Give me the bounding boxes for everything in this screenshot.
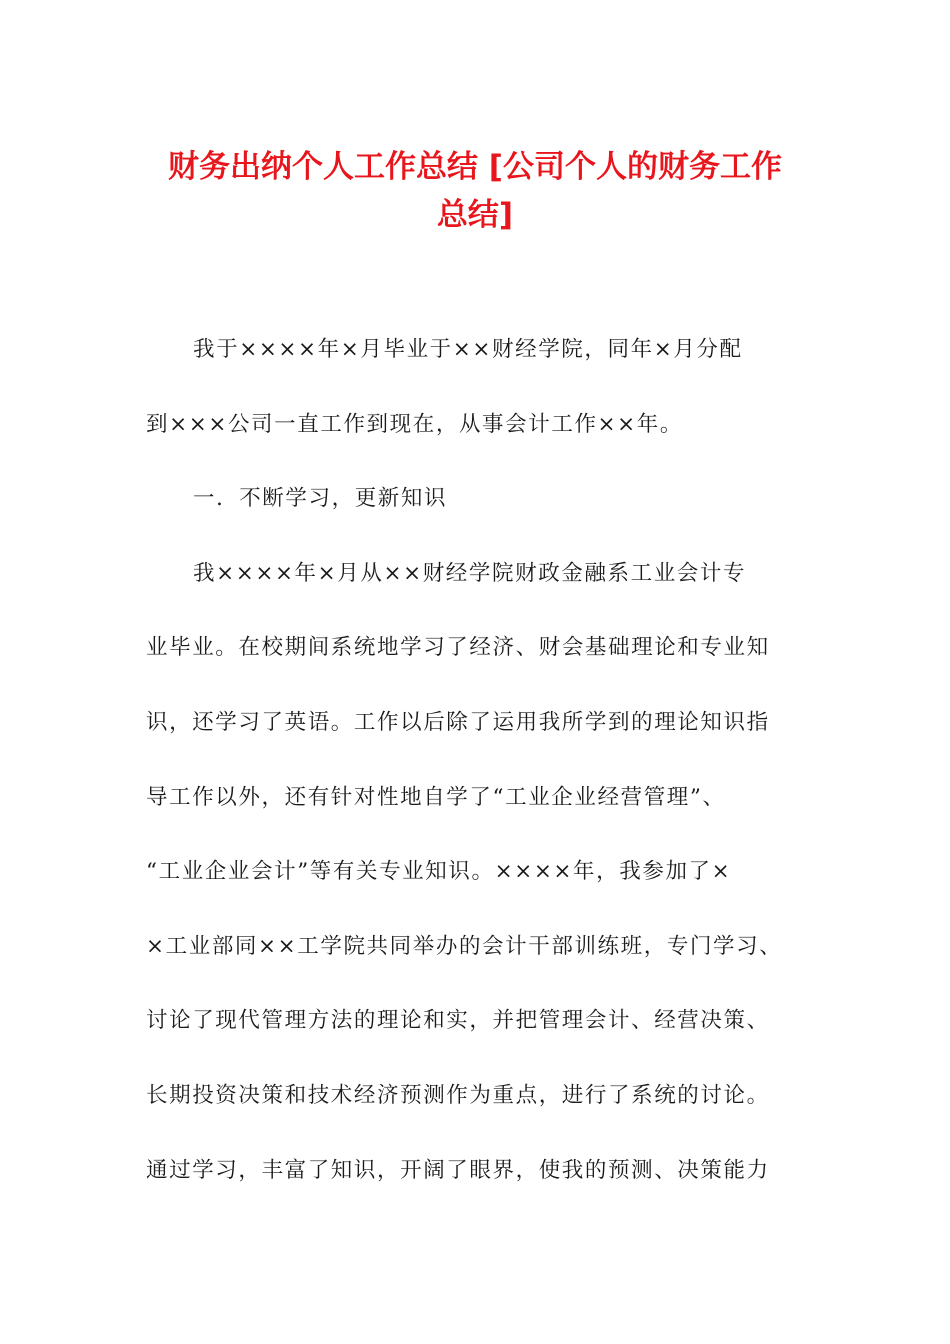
paragraph-line: “工业企业会计”等有关专业知识。××××年，我参加了× — [146, 859, 732, 885]
title-line-1: 财务出纳个人工作总结 [公司个人的财务工作 — [168, 149, 782, 185]
paragraph-line: 讨论了现代管理方法的理论和实，并把管理会计、经营决策、 — [146, 1008, 770, 1034]
paragraph-line: 长期投资决策和技术经济预测作为重点，进行了系统的讨论。 — [146, 1082, 770, 1108]
paragraph-line: 识，还学习了英语。工作以后除了运用我所学到的理论知识指 — [146, 709, 770, 735]
title-line-2: 总结] — [436, 197, 514, 233]
paragraph-line: 到×××公司一直工作到现在，从事会计工作××年。 — [146, 411, 683, 437]
paragraph-line: 通过学习，丰富了知识，开阔了眼界，使我的预测、决策能力 — [146, 1157, 770, 1183]
document-body — [146, 330, 806, 1225]
paragraph-line: 我于××××年×月毕业于××财经学院，同年×月分配 — [193, 337, 743, 362]
document-title — [140, 143, 810, 239]
paragraph-line: 我××××年×月从××财经学院财政金融系工业会计专 — [193, 560, 747, 586]
paragraph-line: 业毕业。在校期间系统地学习了经济、财会基础理论和专业知 — [146, 635, 770, 661]
paragraph-line: 导工作以外，还有针对性地自学了“工业企业经营管理”、 — [146, 784, 726, 810]
section-heading: 一．不断学习，更新知识 — [193, 486, 448, 512]
paragraph-line: ×工业部同××工学院共同举办的会计干部训练班，专门学习、 — [146, 933, 783, 959]
